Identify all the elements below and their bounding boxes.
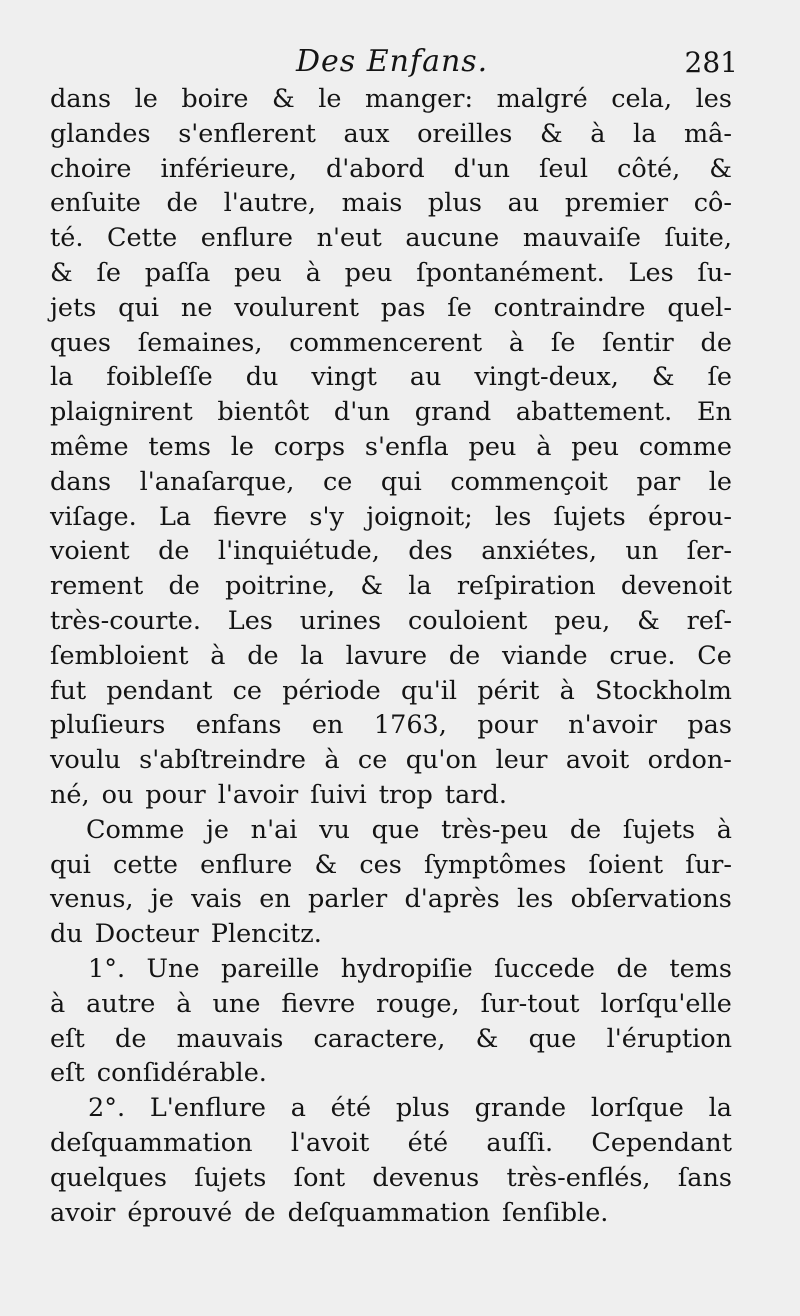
text-line [50,1056,732,1091]
word: corps [273,431,346,462]
word: de [448,640,481,671]
word: de [115,1023,147,1054]
text-line [50,152,732,187]
word: dans [50,466,112,497]
word: quel- [667,292,732,323]
word: aux [343,118,390,149]
word: d'après [404,884,500,915]
word: à [176,988,192,1019]
word: éprouvé [127,1197,233,1228]
text-line [50,987,732,1022]
word: d'abord [325,153,425,184]
word: enflure [200,223,294,254]
word: pluſieurs [50,710,166,741]
word: s'y [309,501,344,532]
word: ce [322,466,353,497]
word: foibleſſe [106,362,213,393]
word: très-peu [441,814,549,845]
word: devenoit [620,571,732,602]
text-line [50,186,732,221]
word: paſſa [144,257,211,288]
word: ſe [447,292,472,323]
word: glandes [50,118,151,149]
word: les [517,884,554,915]
word: malgré [496,84,588,114]
word: parler [308,884,388,915]
word: peu [234,257,282,288]
word: de [247,640,279,671]
word: commencerent [289,327,483,358]
word: le [230,431,255,462]
word: l'avoir [217,779,299,810]
word: que [528,1023,577,1054]
word: boire [181,84,249,114]
word: ou [101,779,134,810]
word: du [50,919,83,950]
word: leur [495,745,548,776]
word: à [50,988,66,1019]
word: n'eut [316,223,382,254]
text-line [50,82,732,117]
word: grand [414,397,492,428]
page-number: 281 [684,46,738,79]
text-line [50,465,732,500]
word: viande [502,640,588,671]
word: 2°. [88,1093,126,1124]
word: ſpontanément. [416,257,605,288]
word: viſage. [50,501,137,532]
word: mauvaiſe [522,223,641,254]
word: voulu [50,745,121,776]
text-line [50,917,732,952]
word: ſans [677,1162,732,1193]
word: qui [380,466,422,497]
word: premier [564,188,669,219]
word: ſentir [602,327,674,358]
word: fievre [213,501,288,532]
word: eſt [50,1023,85,1054]
word: En [696,397,732,428]
word: Stockholm [595,675,732,706]
word: vingt-deux, [474,362,619,393]
word: qui [50,849,91,880]
word: urines [299,605,382,636]
word: rement [50,571,144,602]
word: la [633,118,657,149]
word: ces [359,849,402,880]
word: d'un [453,153,510,184]
word: trop [378,779,433,810]
word: Plencitz. [210,919,322,950]
word: poitrine, [225,571,336,602]
word: les [494,501,532,532]
text-line [50,674,732,709]
word: & [539,118,563,149]
word: cô- [693,188,732,219]
word: fievre [281,988,356,1019]
word: lorſque [590,1093,684,1124]
text-line [50,360,732,395]
word: devenus [372,1162,480,1193]
word: je [205,814,229,845]
word: Cependant [591,1127,732,1158]
word: abattement. [515,397,673,428]
word: ſujets [194,1162,267,1193]
word: été [407,1127,449,1158]
word: très-courte. [50,605,201,636]
word: éprou- [648,501,732,532]
word: pour [477,710,538,741]
word: à [305,257,321,288]
word: même [50,431,129,462]
word: ſujets [553,501,626,532]
word: cela, [611,84,673,114]
word: Cette [107,223,178,254]
word: lavure [345,640,428,671]
word: & [475,1023,499,1054]
word: venus, [50,884,134,915]
word: été [330,1093,372,1124]
word: inférieure, [160,153,297,184]
word: mauvais [176,1023,284,1054]
word: à [508,327,525,358]
word: par [636,466,681,497]
word: & [651,362,675,393]
text-line [50,1022,732,1057]
word: de [244,1197,276,1228]
word: conſidérable. [96,1058,267,1089]
word: ques [50,327,111,358]
word: & [50,257,73,288]
word: L'enflure [149,1093,266,1124]
word: s'abſtreindre [139,745,306,776]
word: obſervations [570,884,732,915]
word: ſujets [622,814,696,845]
word: que [371,814,420,845]
word: enſuite [50,188,141,219]
word: Ce [697,640,732,671]
word: auſſi. [486,1127,554,1158]
word: plaignirent [50,397,193,428]
word: pas [687,710,732,741]
word: ſymptômes [423,849,567,880]
text-line [50,291,732,326]
word: hydropiſie [340,953,473,984]
word: plus [395,1093,450,1124]
word: très-enflés, [506,1162,651,1193]
word: peu [571,431,620,462]
word: le [134,84,158,114]
word: bientôt [217,397,310,428]
word: ſe [707,362,732,393]
word: né, [50,779,90,810]
word: un [625,536,659,567]
text-line [50,221,732,256]
word: voient [50,536,130,567]
word: La [158,501,192,532]
text-line [50,430,732,465]
running-head: Des Enfans. [296,44,489,79]
word: contraindre [493,292,646,323]
word: rouge, [376,988,460,1019]
word: commençoit [450,466,608,497]
word: grande [474,1093,567,1124]
word: ſe [96,257,121,288]
word: couloient [407,605,528,636]
word: ſemaines, [137,327,263,358]
word: 1763, [373,710,447,741]
body-text [50,82,732,1230]
word: qu'il [401,675,458,706]
word: ſuite, [664,223,732,254]
word: dans [50,84,112,114]
word: tems [669,953,732,984]
word: qu'on [405,745,478,776]
word: l'éruption [606,1023,732,1054]
word: peu [468,431,517,462]
word: fut [50,675,87,706]
word: vais [191,884,242,915]
word: mâ- [684,118,732,149]
word: Les [628,257,674,288]
word: de [700,327,732,358]
word: tems [148,431,211,462]
word: tard. [444,779,507,810]
word: & [637,605,660,636]
word: mais [341,188,403,219]
word: n'avoir [568,710,657,741]
word: à [590,118,606,149]
word: eſt [50,1058,85,1089]
word: deſquammation [287,1197,491,1228]
word: de [168,571,200,602]
word: ſu- [697,257,732,288]
word: la [708,1093,732,1124]
word: enflure [200,849,293,880]
word: ſur- [685,849,732,880]
word: de [166,188,198,219]
word: anxiétes, [481,536,597,567]
word: qui [118,292,160,323]
word: en [259,884,291,915]
word: la [408,571,432,602]
word: lorſqu'elle [600,988,732,1019]
word: crue. [609,640,676,671]
word: des [408,536,453,567]
word: Comme [86,814,185,845]
text-line [50,952,732,987]
word: manger: [365,84,474,114]
word: à [559,675,575,706]
word: d'un [333,397,391,428]
word: reſ- [686,605,732,636]
text-line [50,813,732,848]
text-line [50,117,732,152]
word: voulurent [234,292,359,323]
word: peu, [554,605,611,636]
word: de [569,814,602,845]
word: jets [50,292,97,323]
word: joignoit; [366,501,473,532]
text-line [50,848,732,883]
word: périt [477,675,540,706]
text-line [50,1091,732,1126]
word: de [158,536,190,567]
text-line [50,1126,732,1161]
word: Les [227,605,273,636]
word: ce [232,675,262,706]
word: Docteur [94,919,199,950]
word: pareille [220,953,320,984]
word: l'avoit [290,1127,370,1158]
word: ſont [293,1162,346,1193]
word: je [150,884,174,915]
word: ſeul [538,153,589,184]
word: a [290,1093,306,1124]
text-line [50,882,732,917]
word: enfans [195,710,282,741]
word: té. [50,223,84,254]
text-line [50,500,732,535]
word: 1°. [88,953,126,984]
text-line [50,395,732,430]
text-line [50,778,732,813]
word: ne [180,292,213,323]
word: plus [427,188,482,219]
word: ſoient [588,849,664,880]
word: à [324,745,340,776]
word: au [409,362,442,393]
word: ſur-tout [480,988,580,1019]
word: de [616,953,648,984]
text-line [50,1196,732,1231]
word: ſe [550,327,576,358]
word: au [507,188,540,219]
word: le [708,466,732,497]
word: pendant [106,675,213,706]
word: à [536,431,552,462]
word: quelques [50,1162,167,1193]
word: comme [638,431,732,462]
word: en [311,710,344,741]
word: autre [86,988,156,1019]
word: côté, [617,153,681,184]
word: vu [319,814,350,845]
word: période [282,675,381,706]
word: l'anaſarque, [139,466,295,497]
word: ſer- [686,536,732,567]
word: & [360,571,384,602]
text-line [50,569,732,604]
word: à [716,814,732,845]
word: une [212,988,261,1019]
word: pour [145,779,206,810]
word: oreilles [417,118,513,149]
word: du [245,362,279,393]
text-line [50,708,732,743]
word: & [314,849,338,880]
text-line [50,743,732,778]
word: ſenſible. [502,1197,609,1228]
word: ordon- [647,745,732,776]
text-line [50,534,732,569]
word: & [709,153,732,184]
word: ce [357,745,388,776]
word: peu [344,257,393,288]
word: caractere, [313,1023,446,1054]
text-line [50,1161,732,1196]
word: avoir [50,1197,116,1228]
word: ſuivi [310,779,367,810]
word: vingt [311,362,377,393]
word: à [210,640,226,671]
word: ſuccede [494,953,596,984]
word: avoit [565,745,630,776]
word: & [272,84,295,114]
text-line [50,639,732,674]
word: reſpiration [456,571,596,602]
word: deſquammation [50,1127,253,1158]
word: la [50,362,74,393]
text-line [50,604,732,639]
word: cette [113,849,179,880]
word: aucune [405,223,500,254]
word: s'enflerent [178,118,316,149]
text-line [50,326,732,361]
word: l'autre, [223,188,317,219]
word: le [318,84,342,114]
word: la [300,640,324,671]
word: n'ai [250,814,298,845]
text-line [50,256,732,291]
word: les [695,84,732,114]
word: Une [146,953,200,984]
word: ſembloient [50,640,189,671]
word: s'enfla [364,431,449,462]
word: pas [380,292,426,323]
word: choire [50,153,132,184]
word: l'inquiétude, [217,536,380,567]
